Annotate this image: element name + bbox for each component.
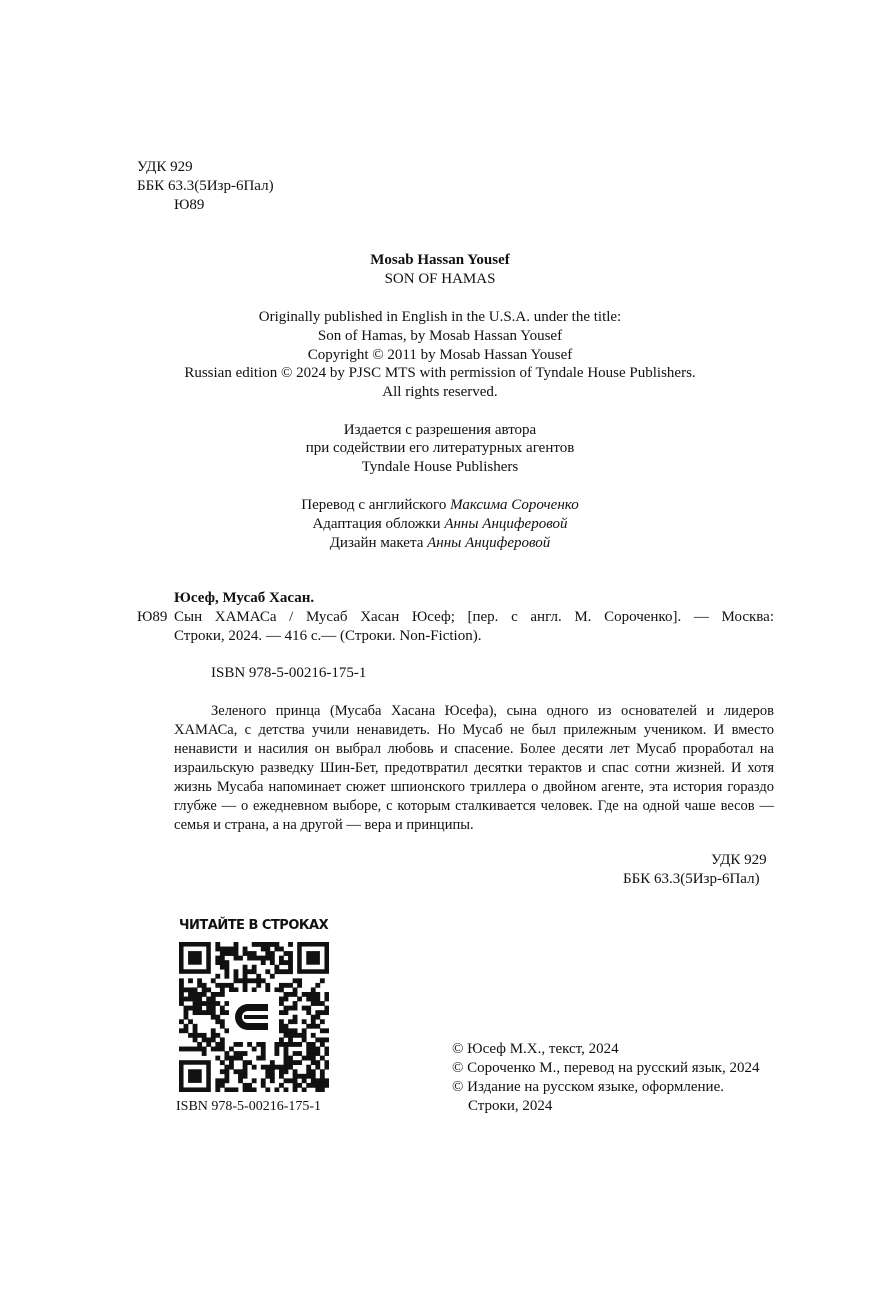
bbk-code: ББК 63.3(5Изр-6Пал): [137, 178, 274, 194]
copyright-line: © Сороченко М., перевод на русский язык, 2024: [452, 1060, 760, 1076]
permission-line: при содействии его литературных агентов: [305, 440, 575, 456]
qr-isbn: ISBN 978-5-00216-175-1: [176, 1099, 322, 1114]
credit-label: Дизайн макета: [329, 535, 428, 551]
credit-name: Анны Анциферовой: [444, 516, 568, 532]
copyright-line: © Юсеф М.Х., текст, 2024: [452, 1041, 619, 1057]
qr-title: ЧИТАЙТЕ В СТРОКАХ: [179, 918, 329, 933]
permission-line: Tyndale House Publishers: [361, 459, 519, 475]
bib-line-1: Сын ХАМАСа / Мусаб Хасан Юсеф; [пер. с англ. М. Сороченко]. — Москва:: [174, 609, 774, 625]
bib-line-2: Строки, 2024. — 416 с.— (Строки. Non-Fiction).: [174, 628, 482, 644]
bbk-code-right: ББК 63.3(5Изр-6Пал): [623, 871, 760, 887]
credit-name: Максима Сороченко: [450, 497, 579, 513]
permission-line: Издается с разрешения автора: [343, 422, 537, 438]
original-line: Son of Hamas, by Mosab Hassan Yousef: [317, 328, 563, 344]
credit-label: Перевод с английского: [301, 497, 451, 513]
copyright-line: © Издание на русском языке, оформление.: [452, 1079, 724, 1095]
bib-mark: Ю89: [137, 609, 168, 625]
udk-code: УДК 929: [137, 159, 193, 175]
copyright-continuation: Строки, 2024: [468, 1098, 553, 1114]
bib-heading: Юсеф, Мусаб Хасан.: [174, 590, 315, 606]
original-author: Mosab Hassan Yousef: [370, 252, 510, 268]
bib-isbn: ISBN 978-5-00216-175-1: [211, 665, 367, 681]
credit-cover: [0, 515, 880, 534]
credit-label: Адаптация обложки: [312, 516, 445, 532]
annotation-paragraph: Зеленого принца (Мусаба Хасана Юсефа), сына одного из основателей и лидеров ХАМАСа, с детства учили ненавидеть. Но Мусаб не был прилежным учеником. И вместо ненависти и насилия он выбрал любовь и спасение. Более десяти лет Мусаб проработал на израильскую разведку Шин-Бет, предотвратил десятки терактов и спас сотни жизней. И хотя жизнь Мусаба напоминает сюжет шпионского триллера о двойном агенте, эта история гораздо глубже — о ежедневном выборе, с которым сталкивается человек. Где на одной чаше весов — семья и страна, а на другой — вера и принципы.: [174, 703, 774, 833]
credit-translation: [0, 496, 880, 515]
author-mark: Ю89: [174, 197, 205, 213]
original-line: Russian edition © 2024 by PJSC MTS with permission of Tyndale House Publishers.: [184, 365, 696, 381]
original-line: Originally published in English in the U.S.A. under the title:: [258, 309, 622, 325]
credit-layout: [0, 534, 880, 553]
credit-name: Анны Анциферовой: [427, 535, 551, 551]
original-line: Copyright © 2011 by Mosab Hassan Yousef: [307, 347, 573, 363]
original-line: All rights reserved.: [382, 384, 498, 400]
udk-code-right: УДК 929: [711, 852, 767, 868]
qr-code-icon[interactable]: [179, 942, 329, 1092]
original-title: SON OF HAMAS: [384, 271, 496, 287]
